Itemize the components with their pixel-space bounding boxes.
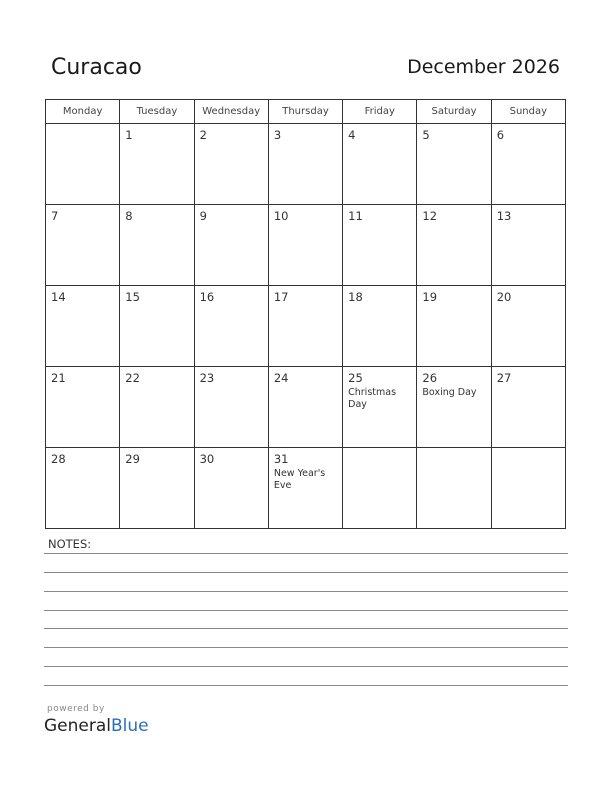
country-title: Curacao <box>51 55 142 80</box>
day-cell <box>343 448 417 529</box>
day-number: 23 <box>199 371 215 385</box>
day-cell <box>343 286 417 367</box>
day-cell <box>417 367 491 448</box>
notes-label: NOTES: <box>48 537 92 551</box>
weekday-header: Tuesday <box>120 100 194 124</box>
day-number: 12 <box>422 209 438 223</box>
brand-logo <box>44 716 149 736</box>
week-row <box>46 286 566 367</box>
day-number: 1 <box>125 128 133 142</box>
day-cell <box>491 286 565 367</box>
day-cell <box>120 205 194 286</box>
day-number: 3 <box>273 128 282 142</box>
day-number: 13 <box>496 209 512 223</box>
note-line <box>44 572 568 573</box>
day-cell <box>491 124 565 205</box>
day-number: 28 <box>51 452 66 466</box>
day-number: 25 <box>348 371 363 385</box>
day-cell <box>343 367 417 448</box>
day-cell <box>268 205 342 286</box>
day-cell <box>120 286 194 367</box>
day-number: 9 <box>199 209 207 223</box>
day-cell <box>46 124 120 205</box>
day-number: 17 <box>273 290 289 304</box>
weekday-header: Monday <box>46 100 120 124</box>
weekday-header: Thursday <box>268 100 342 124</box>
week-row <box>46 367 566 448</box>
day-number: 19 <box>422 290 438 304</box>
day-cell <box>343 205 417 286</box>
brand-general-text: General <box>44 716 111 736</box>
day-number: 5 <box>422 128 430 142</box>
week-row <box>46 448 566 529</box>
day-number: 11 <box>348 209 363 223</box>
day-cell <box>194 448 268 529</box>
holiday-label: Boxing Day <box>422 387 477 398</box>
day-cell <box>268 124 342 205</box>
powered-by-text: powered by <box>47 704 105 714</box>
week-row <box>46 124 566 205</box>
weekday-header: Saturday <box>417 100 491 124</box>
day-cell <box>194 286 268 367</box>
day-number: 30 <box>199 452 215 466</box>
day-cell <box>120 367 194 448</box>
day-cell <box>194 205 268 286</box>
day-cell <box>491 205 565 286</box>
day-number: 16 <box>199 290 215 304</box>
day-number: 2 <box>199 128 207 142</box>
day-cell <box>491 367 565 448</box>
day-cell <box>46 367 120 448</box>
day-number: 7 <box>51 209 59 223</box>
weekday-header: Wednesday <box>194 100 268 124</box>
day-number: 26 <box>422 371 438 385</box>
day-number: 4 <box>348 128 356 142</box>
brand-blue-text: Blue <box>111 716 149 736</box>
day-cell <box>194 367 268 448</box>
weekday-header-row <box>46 100 566 124</box>
note-line <box>44 628 568 629</box>
day-number: 21 <box>51 371 66 385</box>
day-cell <box>46 205 120 286</box>
weekday-header: Friday <box>343 100 417 124</box>
note-line <box>44 685 568 686</box>
day-cell <box>46 286 120 367</box>
day-cell <box>120 448 194 529</box>
day-number: 31 <box>273 452 289 466</box>
day-cell <box>417 205 491 286</box>
day-number: 27 <box>496 371 512 385</box>
day-number: 22 <box>125 371 140 385</box>
day-number: 20 <box>496 290 512 304</box>
day-number: 8 <box>125 209 133 223</box>
holiday-label: Christmas Day <box>348 387 397 410</box>
day-cell <box>268 286 342 367</box>
note-line <box>44 591 568 592</box>
day-cell <box>417 124 491 205</box>
note-line <box>44 647 568 648</box>
day-number: 15 <box>125 290 140 304</box>
calendar-grid <box>45 99 566 529</box>
day-number: 24 <box>273 371 289 385</box>
holiday-label: New Year's Eve <box>273 468 326 491</box>
weekday-header: Sunday <box>491 100 565 124</box>
day-number: 29 <box>125 452 140 466</box>
day-cell <box>268 367 342 448</box>
day-cell <box>417 448 491 529</box>
day-number: 18 <box>348 290 363 304</box>
day-cell <box>120 124 194 205</box>
day-cell <box>46 448 120 529</box>
day-cell <box>194 124 268 205</box>
day-number: 14 <box>51 290 66 304</box>
day-number: 10 <box>273 209 289 223</box>
day-cell <box>417 286 491 367</box>
note-line <box>44 610 568 611</box>
week-row <box>46 205 566 286</box>
day-cell <box>268 448 342 529</box>
month-year-title: December 2026 <box>407 56 560 78</box>
note-line <box>44 553 568 554</box>
note-line <box>44 666 568 667</box>
day-cell <box>491 448 565 529</box>
day-cell <box>343 124 417 205</box>
day-number: 6 <box>496 128 505 142</box>
